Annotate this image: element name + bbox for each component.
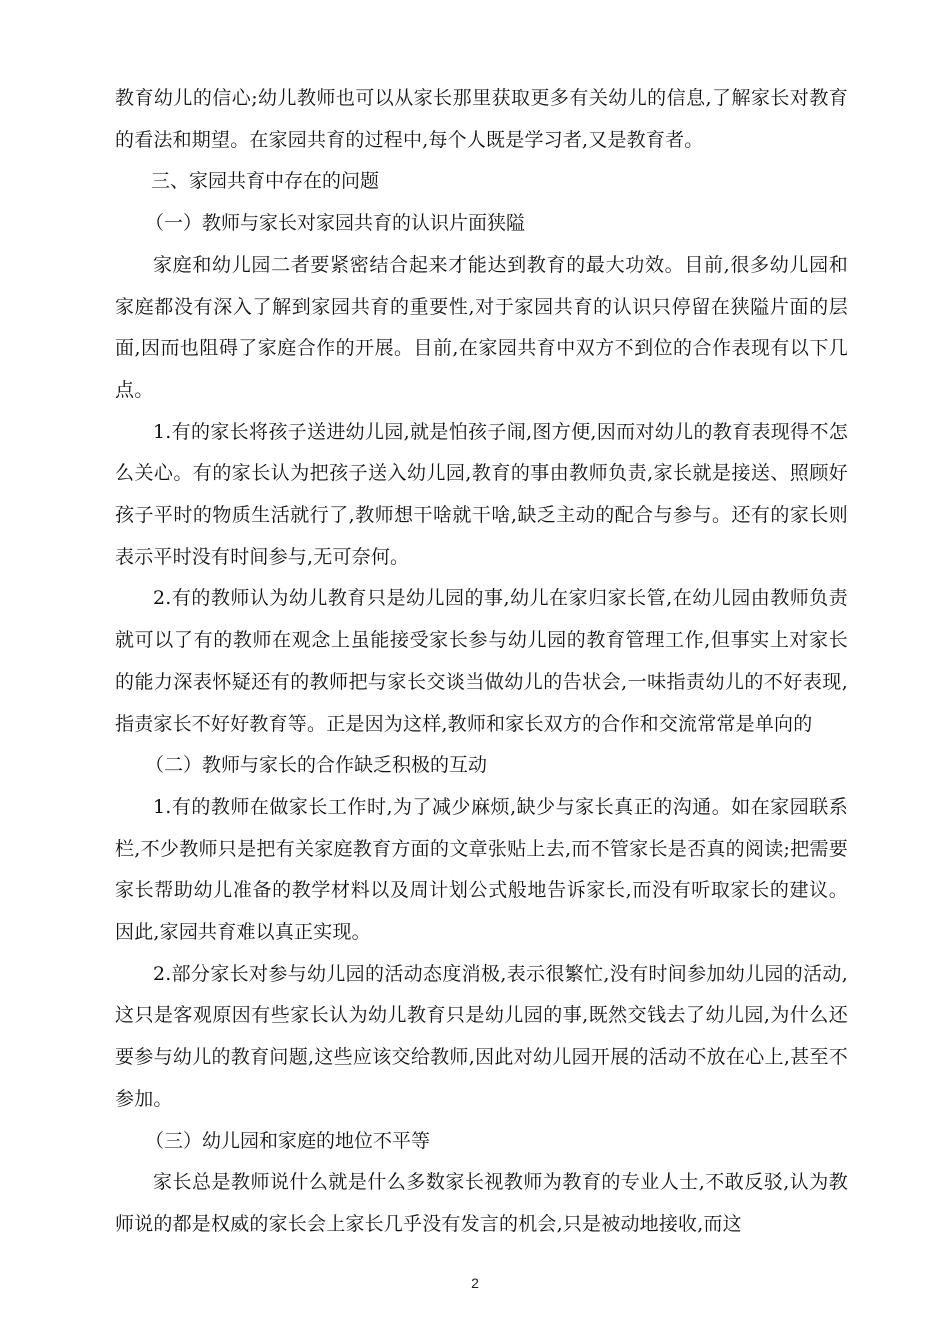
paragraph-cooperation-importance: 家庭和幼儿园二者要紧密结合起来才能达到教育的最大功效。目前,很多幼儿园和家庭都没有深入了解到家园共育的重要性,对于家园共育的认识只停留在狭隘片面的层面,因而也阻碍了家庭合作的开展。目前,在家园共育中双方不到位的合作表现有以下几点。: [115, 253, 848, 401]
subheading-unequal-status: （三）幼儿园和家庭的地位不平等: [145, 1129, 431, 1152]
paragraph-parents-deference: 家长总是教师说什么就是什么多数家长视教师为教育的专业人士,不敢反驳,认为教师说的都是权威的家长会上家长几乎没有发言的机会,只是被动地接收,而这: [115, 1171, 848, 1235]
subheading-lack-interaction: （二）教师与家长的合作缺乏积极的互动: [145, 754, 488, 777]
subheading-narrow-understanding: （一）教师与家长对家园共育的认识片面狭隘: [145, 212, 526, 235]
section-heading-problems: 三、家园共育中存在的问题: [151, 170, 380, 193]
document-body: [115, 78, 848, 1246]
paragraph-continued: 教育幼儿的信心;幼儿教师也可以从家长那里获取更多有关幼儿的信息,了解家长对教育的看法和期望。在家园共育的过程中,每个人既是学习者,又是教育者。: [115, 87, 848, 151]
paragraph-point-teachers: 2.有的教师认为幼儿教育只是幼儿园的事,幼儿在家归家长管,在幼儿园由教师负责就可以了有的教师在观念上虽能接受家长参与幼儿园的教育管理工作,但事实上对家长的能力深表怀疑还有的教师把与家长交谈当做幼儿的告状会,一味指责幼儿的不好表现,指责家长不好好教育等。正是因为这样,教师和家长双方的合作和交流常常是单向的: [115, 587, 848, 735]
paragraph-teacher-communication: 1.有的教师在做家长工作时,为了减少麻烦,缺少与家长真正的沟通。如在家园联系栏,不少教师只是把有关家庭教育方面的文章张贴上去,而不管家长是否真的阅读;把需要家长帮助幼儿准备的教学材料以及周计划公式般地告诉家长,而没有听取家长的建议。因此,家园共育难以真正实现。: [115, 795, 848, 944]
paragraph-parent-participation: 2.部分家长对参与幼儿园的活动态度消极,表示很繁忙,没有时间参加幼儿园的活动,这只是客观原因有些家长认为幼儿教育只是幼儿园的事,既然交钱去了幼儿园,为什么还要参与幼儿的教育问题,这些应该交给教师,因此对幼儿园开展的活动不放在心上,甚至不参加。: [115, 962, 848, 1110]
page-number: 2: [471, 1275, 479, 1291]
paragraph-point-parents: 1.有的家长将孩子送进幼儿园,就是怕孩子闹,图方便,因而对幼儿的教育表现得不怎么关心。有的家长认为把孩子送入幼儿园,教育的事由教师负责,家长就是接送、照顾好孩子平时的物质生活就行了,教师想干啥就干啥,缺乏主动的配合与参与。还有的家长则表示平时没有时间参与,无可奈何。: [115, 420, 848, 568]
